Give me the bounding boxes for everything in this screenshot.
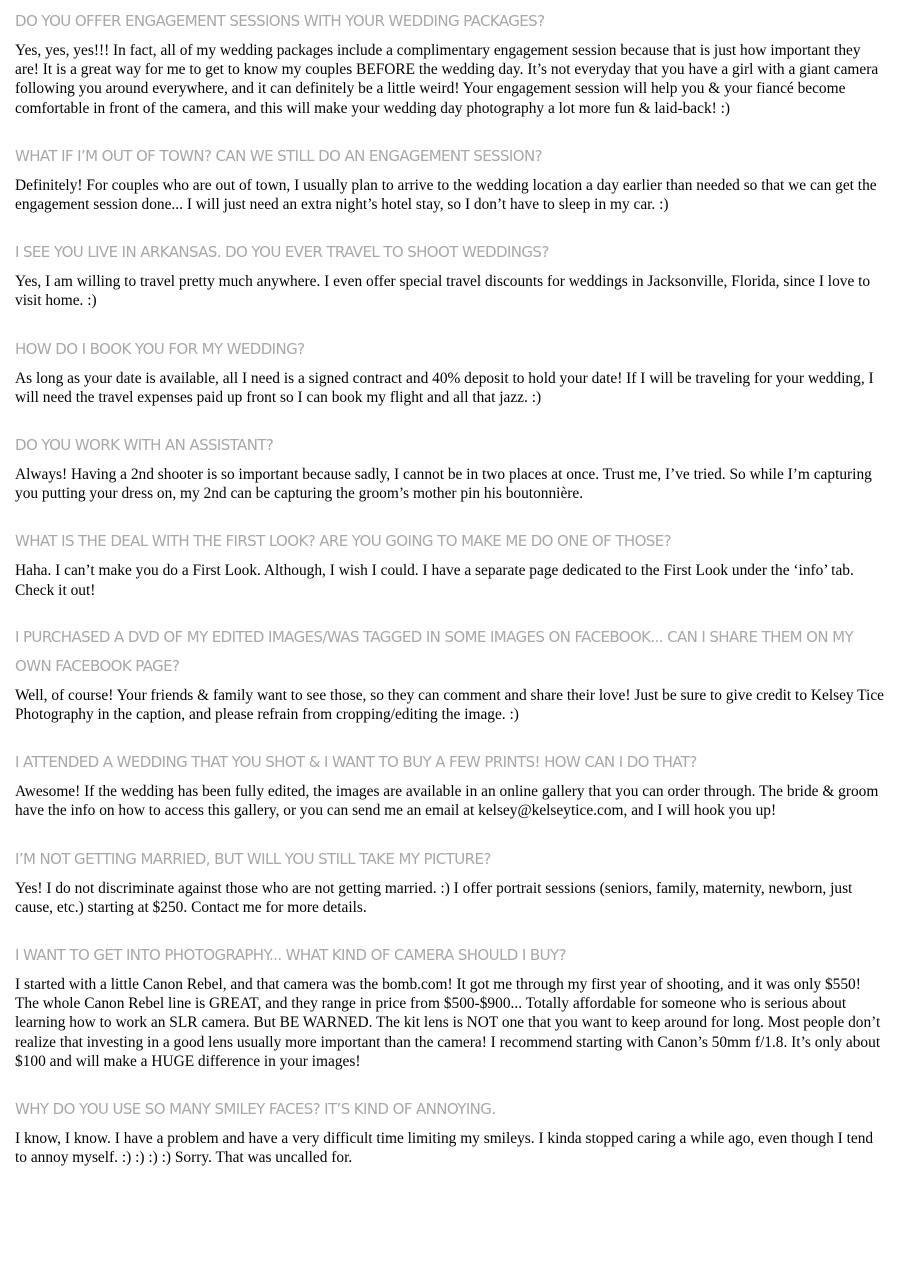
faq-item-portraits: [15, 844, 885, 917]
faq-answer: [15, 41, 885, 118]
faq-item-camera: [15, 940, 885, 1071]
faq-question: I PURCHASED A DVD OF MY EDITED IMAGES/WAS TAGGED IN SOME IMAGES ON FACEBOOK... CAN I SHARE THEM ON MY OWN FACEBOOK PAGE?: [15, 627, 854, 675]
faq-answer-text: As long as your date is available, all I need is a signed contract and 40% deposit to hold your date! If I will be traveling for your wedding, I will need the travel expenses paid up front so I can book my flight and all that jazz. :): [15, 369, 874, 406]
faq-question: I SEE YOU LIVE IN ARKANSAS. DO YOU EVER TRAVEL TO SHOOT WEDDINGS?: [15, 243, 549, 262]
faq-item-engagement-sessions: [15, 6, 885, 118]
faq-list: [15, 0, 885, 1190]
faq-item-travel: [15, 237, 885, 310]
faq-question: I ATTENDED A WEDDING THAT YOU SHOT & I WANT TO BUY A FEW PRINTS! HOW CAN I DO THAT?: [15, 753, 697, 772]
faq-question: HOW DO I BOOK YOU FOR MY WEDDING?: [15, 339, 305, 358]
faq-answer-text: I started with a little Canon Rebel, and that camera was the bomb.com! It got me through my first year of shooting, and it was only $550! The whole Canon Rebel line is GREAT, and they range in price from $500-$900... Totally affordable for someone who is serious about learning how to work an SLR camera. But BE WARNED. The kit lens is NOT one that you want to keep around for long. Most people don’t realize that investing in a good lens usually more important than the camera! I recommend starting with Canon’s 50mm f/1.8. It’s only about $100 and will make a HUGE difference in your images!: [15, 976, 881, 1070]
faq-item-first-look: [15, 526, 885, 599]
faq-answer: [15, 465, 885, 503]
faq-answer: [15, 686, 885, 724]
faq-item-buy-prints: [15, 747, 885, 820]
faq-answer: [15, 272, 885, 310]
faq-answer: [15, 975, 885, 1071]
faq-question: I WANT TO GET INTO PHOTOGRAPHY... WHAT KIND OF CAMERA SHOULD I BUY?: [15, 946, 566, 965]
faq-item-booking: [15, 334, 885, 407]
faq-question: WHAT IS THE DEAL WITH THE FIRST LOOK? ARE YOU GOING TO MAKE ME DO ONE OF THOSE?: [15, 532, 671, 551]
faq-answer: [15, 561, 885, 599]
faq-answer: [15, 782, 885, 820]
faq-answer: [15, 369, 885, 407]
faq-question: I’M NOT GETTING MARRIED, BUT WILL YOU STILL TAKE MY PICTURE?: [15, 849, 491, 868]
faq-item-facebook-sharing: [15, 623, 885, 724]
faq-answer-text: Yes, I am willing to travel pretty much anywhere. I even offer special travel discounts for weddings in Jacksonville, Florida, since I love to visit home. :): [15, 273, 871, 310]
faq-answer: [15, 176, 885, 214]
faq-answer-text: I know, I know. I have a problem and have a very difficult time limiting my smileys. I kinda stopped caring a while ago, even though I tend to annoy myself. :) :) :) :) Sorry. That was uncalled for.: [15, 1130, 874, 1167]
faq-item-out-of-town: [15, 141, 885, 214]
faq-question: WHAT IF I’M OUT OF TOWN? CAN WE STILL DO AN ENGAGEMENT SESSION?: [15, 146, 542, 165]
faq-answer-text: Definitely! For couples who are out of town, I usually plan to arrive to the wedding location a day earlier than needed so that we can get the engagement session done... I will just need an extra night’s hotel stay, so I don’t have to sleep in my car. :): [15, 176, 877, 214]
faq-answer-text: Yes! I do not discriminate against those who are not getting married. :) I offer portrait sessions (seniors, family, maternity, newborn, just cause, etc.) starting at $250. Contact me for more details.: [15, 879, 853, 916]
faq-answer-text: Always! Having a 2nd shooter is so important because sadly, I cannot be in two places at once. Trust me, I’ve tried. So while I’m capturing you putting your dress on, my 2nd can be capturing the groom’s mother pin his boutonnière.: [15, 466, 872, 503]
faq-answer-text: Yes, yes, yes!!! In fact, all of my wedding packages include a complimentary engagement session because that is just how important they are! It is a great way for me to get to know my couples BEFORE the wedding day. It’s not everyday that you have a girl with a giant camera following you around everywhere, and it can definitely be a little weird! Your engagement session will help you & your fiancé become comfortable in front of the camera, and this will make your wedding day photography a lot more fun & laid-back! :): [15, 42, 879, 117]
faq-answer-text: Haha. I can’t make you do a First Look. Although, I wish I could. I have a separate page dedicated to the First Look under the ‘info’ tab. Check it out!: [15, 562, 854, 599]
faq-answer-text: Awesome! If the wedding has been fully edited, the images are available in an online gallery that you can order through. The bride & groom have the info on how to access this gallery, or you can send me an email at kelsey@kelseytice.com, and I will hook you up!: [15, 783, 879, 820]
faq-answer-text: Well, of course! Your friends & family want to see those, so they can comment and share their love! Just be sure to give credit to Kelsey Tice Photography in the caption, and please refrain from cropping/editing the image. :): [15, 686, 884, 724]
faq-question: DO YOU OFFER ENGAGEMENT SESSIONS WITH YOUR WEDDING PACKAGES?: [15, 12, 545, 30]
faq-question: DO YOU WORK WITH AN ASSISTANT?: [15, 436, 274, 455]
faq-answer: [15, 879, 885, 917]
faq-answer: [15, 1129, 885, 1167]
faq-question: WHY DO YOU USE SO MANY SMILEY FACES? IT’S KIND OF ANNOYING.: [15, 1100, 496, 1119]
faq-item-smileys: [15, 1094, 885, 1167]
faq-item-assistant: [15, 430, 885, 503]
